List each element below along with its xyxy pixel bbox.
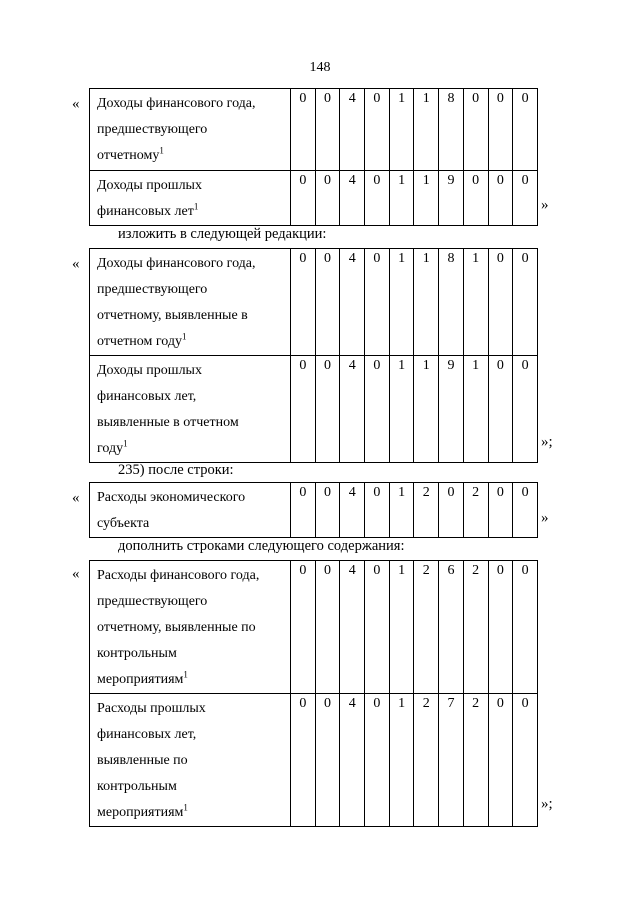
code-digit: 1 [463,356,488,463]
code-digit: 0 [315,694,340,827]
row-name-cell [90,89,291,171]
open-quote: « [72,490,80,506]
row-name-cell [90,171,291,226]
code-digit: 0 [315,483,340,538]
code-digit: 0 [488,249,513,356]
footnote-mark: 1 [183,802,188,813]
table-row [90,561,538,694]
code-digit: 0 [488,694,513,827]
code-digit: 4 [340,356,365,463]
code-digit: 0 [315,89,340,171]
code-digit: 4 [340,483,365,538]
row-name-cell [90,356,291,463]
code-digit: 0 [365,249,390,356]
code-digit: 0 [291,483,316,538]
row-name-cell [90,694,291,827]
code-digit: 0 [513,483,538,538]
footnote-mark: 1 [159,145,164,156]
footnote-mark: 1 [182,331,187,342]
code-digit: 0 [315,356,340,463]
code-digit: 1 [389,89,414,171]
row-name: Доходы прошлых финансовых лет, выявленные в отчетном году [97,363,239,456]
code-digit: 7 [439,694,464,827]
footnote-mark: 1 [193,201,199,212]
code-digit: 0 [488,171,513,226]
code-digit: 9 [439,356,464,463]
code-digit: 0 [365,483,390,538]
table-row [90,89,538,171]
row-name: Расходы экономического субъекта [97,490,246,531]
item-235-text: 235) после строки: [118,462,234,478]
page-number: 148 [309,60,331,75]
code-digit: 8 [439,89,464,171]
code-digit: 4 [340,694,365,827]
code-digit: 0 [365,89,390,171]
table-row [90,171,538,226]
code-digit: 4 [340,249,365,356]
table-row [90,483,538,538]
code-digit: 1 [414,356,439,463]
code-digit: 0 [365,171,390,226]
table-row [90,249,538,356]
code-digit: 1 [389,561,414,694]
code-digit: 2 [463,561,488,694]
code-digit: 0 [463,89,488,171]
close-quote: » [541,510,549,526]
code-digit: 0 [315,171,340,226]
code-digit: 1 [389,171,414,226]
code-digit: 2 [414,483,439,538]
code-digit: 0 [365,561,390,694]
code-table-4 [89,560,538,827]
close-quote: » [541,197,549,213]
code-digit: 0 [291,249,316,356]
code-digit: 4 [340,561,365,694]
code-digit: 1 [414,171,439,226]
row-name-cell [90,561,291,694]
code-digit: 0 [463,171,488,226]
row-name-cell [90,483,291,538]
code-digit: 1 [389,694,414,827]
code-digit: 1 [389,249,414,356]
table-row [90,694,538,827]
row-name: Расходы финансового года, предшествующего отчетному, выявленные по контрольным мероприятиям [97,568,260,687]
open-quote: « [72,256,80,272]
code-digit: 1 [463,249,488,356]
code-digit: 0 [439,483,464,538]
code-digit: 0 [513,171,538,226]
row-name: Доходы финансового года, предшествующего отчетному, выявленные в отчетном году [97,256,256,349]
code-table-2 [89,248,538,463]
code-digit: 0 [513,694,538,827]
code-digit: 0 [513,249,538,356]
code-digit: 1 [414,249,439,356]
footnote-mark: 1 [123,438,128,449]
code-digit: 0 [291,171,316,226]
code-digit: 1 [389,483,414,538]
code-digit: 0 [513,89,538,171]
row-name: Доходы прошлых финансовых лет [97,178,202,219]
code-digit: 0 [488,561,513,694]
code-digit: 0 [291,89,316,171]
code-digit: 9 [439,171,464,226]
replace-intro-text: изложить в следующей редакции: [118,226,327,242]
code-digit: 4 [340,171,365,226]
close-quote-semicolon: »; [541,796,553,812]
code-digit: 0 [488,89,513,171]
code-table-3 [89,482,538,538]
code-digit: 0 [513,356,538,463]
code-digit: 0 [488,483,513,538]
row-name-cell [90,249,291,356]
open-quote: « [72,566,80,582]
code-digit: 2 [463,483,488,538]
code-digit: 0 [315,249,340,356]
code-digit: 0 [365,694,390,827]
table-row [90,356,538,463]
code-digit: 4 [340,89,365,171]
code-digit: 0 [291,356,316,463]
code-digit: 1 [414,89,439,171]
code-digit: 0 [513,561,538,694]
code-digit: 0 [291,561,316,694]
code-digit: 1 [389,356,414,463]
row-name: Расходы прошлых финансовых лет, выявленные по контрольным мероприятиям [97,701,206,820]
code-digit: 0 [488,356,513,463]
footnote-mark: 1 [183,669,188,680]
code-table-1 [89,88,538,226]
code-digit: 8 [439,249,464,356]
code-digit: 0 [291,694,316,827]
code-digit: 2 [414,694,439,827]
code-digit: 2 [463,694,488,827]
open-quote: « [72,96,80,112]
code-digit: 0 [315,561,340,694]
code-digit: 6 [439,561,464,694]
row-name: Доходы финансового года, предшествующего отчетному [97,96,256,163]
close-quote-semicolon: »; [541,434,553,450]
supplement-intro-text: дополнить строками следующего содержания: [118,538,405,554]
code-digit: 0 [365,356,390,463]
code-digit: 2 [414,561,439,694]
